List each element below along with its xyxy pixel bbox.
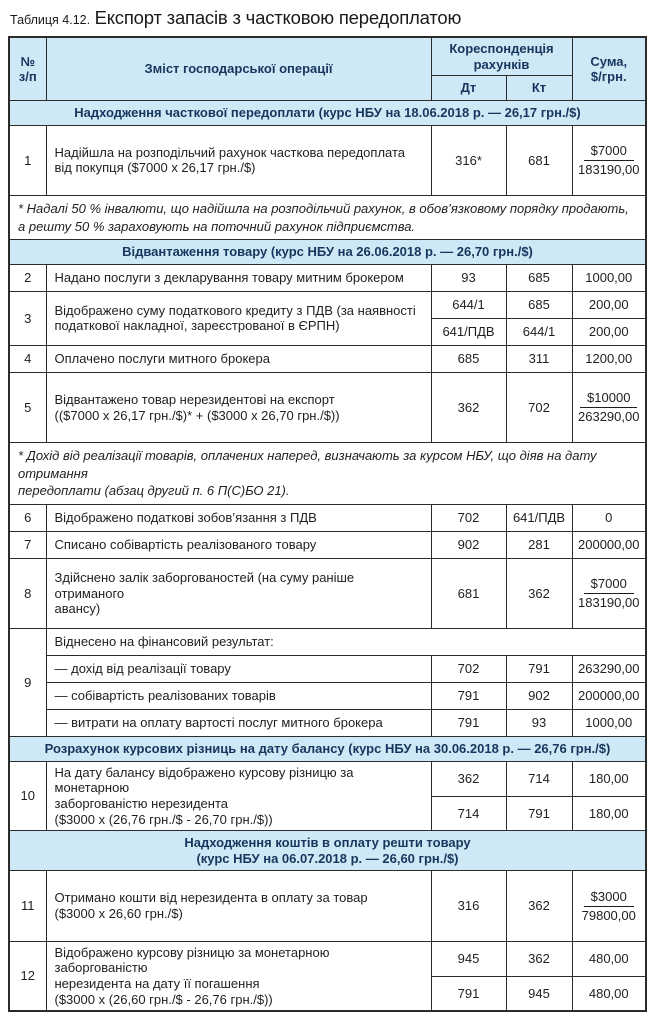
section-row: [9, 240, 646, 265]
sum-usd: $10000: [580, 390, 637, 408]
cell-kt: 311: [506, 345, 572, 372]
operation-desc: На дату балансу відображено курсову різницю за монетарною заборгованістю нерезидента ($3000 х (26,76 грн./$ - 26,70 грн./$)): [46, 761, 431, 830]
cell-kt: 641/ПДВ: [506, 504, 572, 531]
row-num: 12: [9, 941, 46, 1011]
footnote-row: [9, 196, 646, 240]
row-num: 11: [9, 871, 46, 941]
cell-kt: 791: [506, 796, 572, 831]
section-row: [9, 831, 646, 871]
header-dt: Дт: [431, 76, 506, 101]
cell-kt: 362: [506, 941, 572, 976]
cell-sum: 480,00: [572, 976, 646, 1011]
row-num: 5: [9, 372, 46, 442]
cell-kt: 362: [506, 558, 572, 628]
operation-desc: Списано собівартість реалізованого товару: [46, 531, 431, 558]
cell-dt: 316: [431, 871, 506, 941]
accounting-table: [8, 36, 647, 1012]
sum-uah: 183190,00: [578, 161, 640, 177]
operation-desc: Надійшла на розподільчий рахунок часткова передоплата від покупця ($7000 х 26,17 грн./$): [46, 125, 431, 195]
operation-desc: — собівартість реалізованих товарів: [46, 683, 431, 710]
section-title-shipment: Відвантаження товару (курс НБУ на 26.06.2018 р. — 26,70 грн./$): [9, 240, 646, 265]
cell-kt: 945: [506, 976, 572, 1011]
cell-dt: 702: [431, 504, 506, 531]
section-title-exchange-diff: Розрахунок курсових різниць на дату балансу (курс НБУ на 30.06.2018 р. — 26,76 грн./$): [9, 737, 646, 762]
table-title: Експорт запасів з частковою передоплатою: [94, 7, 462, 28]
table-row: [9, 629, 646, 656]
cell-dt: 791: [431, 683, 506, 710]
operation-desc: Відображено податкові зобов’язання з ПДВ: [46, 504, 431, 531]
operation-desc: — дохід від реалізації товару: [46, 656, 431, 683]
cell-kt: 791: [506, 656, 572, 683]
cell-dt: 681: [431, 558, 506, 628]
operation-group-header: Віднесено на фінансовий результат:: [46, 629, 646, 656]
cell-sum: [572, 871, 646, 941]
header-num: № з/п: [9, 37, 46, 101]
sum-usd: $7000: [584, 576, 634, 594]
cell-sum: 1000,00: [572, 710, 646, 737]
footnote-income-rate: * Дохід від реалізації товарів, оплачених наперед, визначають за курсом НБУ, що діяв на дату отримання передоплати (абзац другий п. 6 П(С)БО 21).: [9, 443, 646, 505]
table-header-row: [9, 37, 646, 76]
cell-dt: 641/ПДВ: [431, 318, 506, 345]
cell-sum: 1000,00: [572, 264, 646, 291]
cell-dt: 685: [431, 345, 506, 372]
cell-kt: 685: [506, 291, 572, 318]
sum-uah: 79800,00: [581, 907, 636, 923]
section-row: [9, 101, 646, 126]
sum-usd: $7000: [584, 143, 634, 161]
table-row: [9, 871, 646, 941]
operation-desc: Здійснено залік заборгованостей (на суму раніше отриманого авансу): [46, 558, 431, 628]
cell-dt: 644/1: [431, 291, 506, 318]
cell-sum: 200,00: [572, 318, 646, 345]
row-num: 9: [9, 629, 46, 737]
cell-dt: 702: [431, 656, 506, 683]
cell-dt: 714: [431, 796, 506, 831]
sum-uah: 183190,00: [578, 595, 640, 611]
cell-kt: 681: [506, 125, 572, 195]
footnote-currency-sale: * Надалі 50 % інвалюти, що надійшла на розподільчий рахунок, в обов’язковому порядку продають, а решту 50 % зараховують на поточний рахунок підприємства.: [9, 196, 646, 240]
table-caption: [10, 7, 651, 29]
cell-sum: 200,00: [572, 291, 646, 318]
section-title-prepayment: Надходження часткової передоплати (курс НБУ на 18.06.2018 р. — 26,17 грн./$): [9, 101, 646, 126]
cell-dt: 362: [431, 761, 506, 796]
row-num: 8: [9, 558, 46, 628]
row-num: 2: [9, 264, 46, 291]
cell-sum: [572, 125, 646, 195]
cell-sum: 180,00: [572, 796, 646, 831]
table-subrow: [9, 656, 646, 683]
section-row: [9, 737, 646, 762]
cell-dt: 902: [431, 531, 506, 558]
cell-dt: 316*: [431, 125, 506, 195]
cell-sum: 200000,00: [572, 531, 646, 558]
header-sum: Сума, $/грн.: [572, 37, 646, 101]
sum-uah: 263290,00: [578, 409, 640, 425]
table-row: [9, 531, 646, 558]
row-num: 4: [9, 345, 46, 372]
table-row: [9, 125, 646, 195]
table-row: [9, 761, 646, 796]
operation-desc: Відображено курсову різницю за монетарною заборгованістю нерезидента на дату її погашення ($3000 х (26,60 грн./$ - 26,76 грн./$)): [46, 941, 431, 1011]
cell-kt: 281: [506, 531, 572, 558]
cell-kt: 714: [506, 761, 572, 796]
cell-dt: 362: [431, 372, 506, 442]
operation-desc: Оплачено послуги митного брокера: [46, 345, 431, 372]
cell-dt: 791: [431, 710, 506, 737]
cell-sum: [572, 372, 646, 442]
row-num: 6: [9, 504, 46, 531]
table-row: [9, 291, 646, 318]
cell-kt: 702: [506, 372, 572, 442]
section-title-remaining-payment: Надходження коштів в оплату решти товару (курс НБУ на 06.07.2018 р. — 26,60 грн./$): [9, 831, 646, 871]
cell-kt: 93: [506, 710, 572, 737]
table-row: [9, 372, 646, 442]
table-row: [9, 558, 646, 628]
table-row: [9, 941, 646, 976]
cell-kt: 902: [506, 683, 572, 710]
table-number-label: Таблиця 4.12.: [10, 13, 91, 27]
row-num: 3: [9, 291, 46, 345]
cell-dt: 945: [431, 941, 506, 976]
sum-usd: $3000: [584, 889, 634, 907]
row-num: 1: [9, 125, 46, 195]
operation-desc: Відображено суму податкового кредиту з ПДВ (за наявності податкової накладної, зареєстрованої в ЄРПН): [46, 291, 431, 345]
cell-sum: 480,00: [572, 941, 646, 976]
table-row: [9, 504, 646, 531]
cell-kt: 644/1: [506, 318, 572, 345]
table-subrow: [9, 683, 646, 710]
row-num: 7: [9, 531, 46, 558]
header-operation: Зміст господарської операції: [46, 37, 431, 101]
footnote-row: [9, 443, 646, 505]
cell-dt: 791: [431, 976, 506, 1011]
cell-sum: 1200,00: [572, 345, 646, 372]
operation-desc: Відвантажено товар нерезидентові на експорт (($7000 х 26,17 грн./$)* + ($3000 х 26,70 грн./$)): [46, 372, 431, 442]
cell-kt: 362: [506, 871, 572, 941]
cell-sum: 200000,00: [572, 683, 646, 710]
row-num: 10: [9, 761, 46, 830]
cell-sum: 0: [572, 504, 646, 531]
cell-dt: 93: [431, 264, 506, 291]
operation-desc: Надано послуги з декларування товару митним брокером: [46, 264, 431, 291]
cell-sum: [572, 558, 646, 628]
table-row: [9, 345, 646, 372]
table-row: [9, 264, 646, 291]
cell-kt: 685: [506, 264, 572, 291]
table-subrow: [9, 710, 646, 737]
header-kt: Кт: [506, 76, 572, 101]
cell-sum: 263290,00: [572, 656, 646, 683]
header-correspondence: Кореспонденція рахунків: [431, 37, 572, 76]
operation-desc: Отримано кошти від нерезидента в оплату за товар ($3000 х 26,60 грн./$): [46, 871, 431, 941]
cell-sum: 180,00: [572, 761, 646, 796]
operation-desc: — витрати на оплату вартості послуг митного брокера: [46, 710, 431, 737]
